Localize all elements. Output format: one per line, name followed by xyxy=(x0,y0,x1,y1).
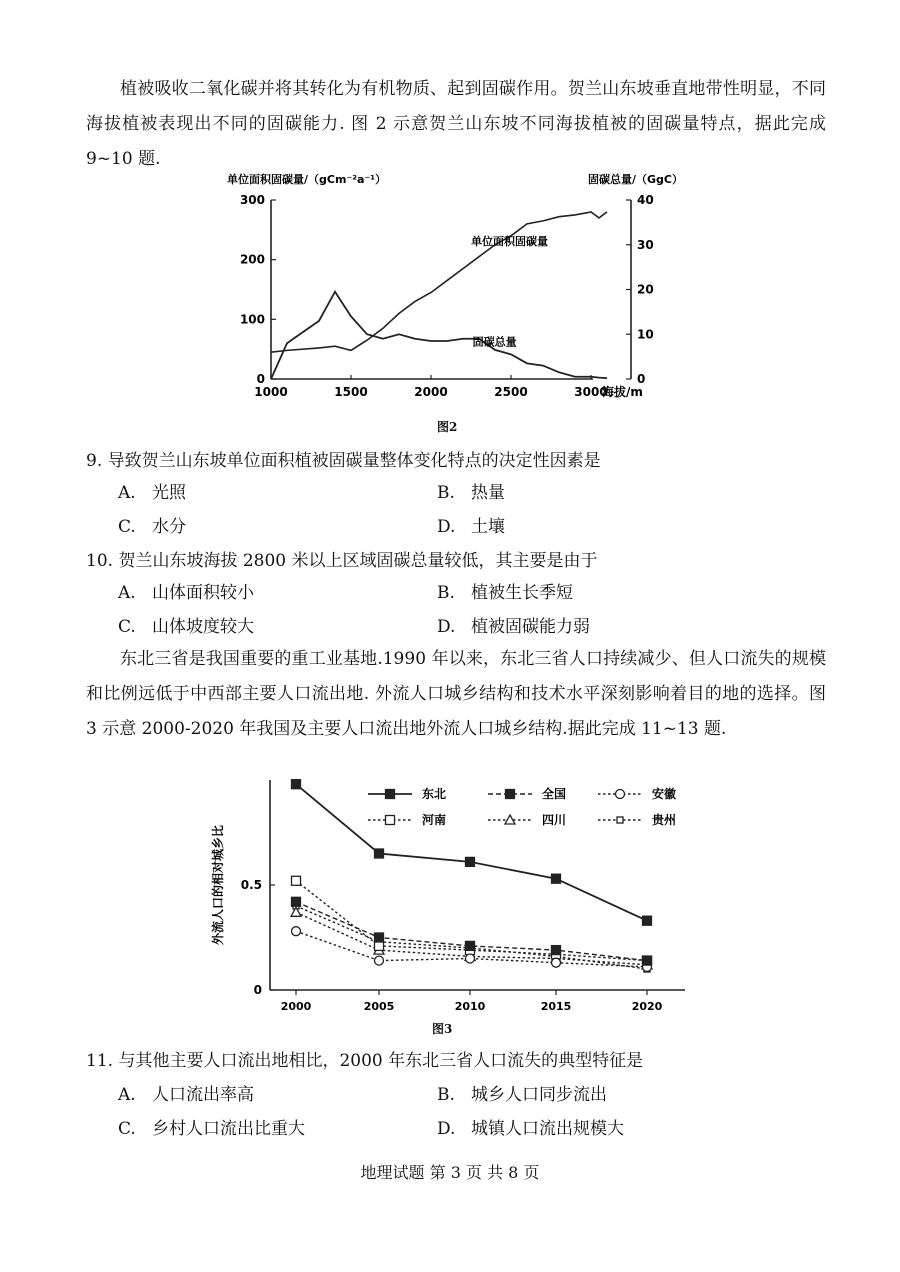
data-point xyxy=(292,876,301,885)
x-tick-label: 2000 xyxy=(280,1000,312,1013)
series-0 xyxy=(292,780,652,926)
left-tick-label: 100 xyxy=(239,312,265,327)
data-point xyxy=(466,954,475,963)
y-tick-label: 0 xyxy=(253,983,262,997)
x-tick-label: 1000 xyxy=(254,385,288,399)
x-tick-label: 3000 xyxy=(574,385,608,399)
q10-option-c: C. 山体坡度较大 xyxy=(118,617,254,637)
figure-2-caption: 图2 xyxy=(437,420,458,434)
legend-label: 四川 xyxy=(542,813,567,827)
data-point xyxy=(466,857,475,866)
legend-marker xyxy=(617,817,623,823)
legend-item xyxy=(488,813,566,827)
legend-item xyxy=(598,786,676,801)
right-tick-label: 10 xyxy=(637,327,654,342)
x-tick-label: 2015 xyxy=(540,1000,572,1013)
legend-label: 安徽 xyxy=(652,787,677,801)
intro-paragraph-2: 东北三省是我国重要的重工业基地.1990 年以来，东北三省人口持续减少、但人口流失的规模和比例远低于中西部主要人口流出地. 外流人口城乡结构和技术水平深刻影响着目的地的选择。图 3 示意 2000-2020 年我国及主要人口流出地外流人口城乡结构.据此完成 11~13 题. xyxy=(86,649,826,739)
data-point xyxy=(466,941,475,950)
legend-label: 河南 xyxy=(422,813,447,827)
x-tick-label: 2500 xyxy=(494,385,528,399)
data-point xyxy=(292,780,301,789)
x-tick-label: 2005 xyxy=(363,1000,395,1013)
q11-option-d: D. 城镇人口流出规模大 xyxy=(437,1119,624,1139)
q11-option-c: C. 乡村人口流出比重大 xyxy=(118,1119,305,1139)
series-line-per-area-carbon xyxy=(271,212,607,352)
data-point xyxy=(375,849,384,858)
legend-label: 贵州 xyxy=(652,813,677,827)
series-line-total-carbon xyxy=(271,292,607,379)
q11-option-a: A. 人口流出率高 xyxy=(118,1085,254,1105)
series-line xyxy=(296,784,647,921)
data-point xyxy=(292,897,301,906)
q10-option-d: D. 植被固碳能力弱 xyxy=(437,617,590,637)
right-tick-label: 30 xyxy=(637,237,654,252)
left-tick-label: 0 xyxy=(256,372,265,386)
intro-paragraph-1: 植被吸收二氧化碳并将其转化为有机物质、起到固碳作用。贺兰山东坡垂直地带性明显，不同海拔植被表现出不同的固碳能力. 图 2 示意贺兰山东坡不同海拔植被的固碳量特点，据此完成 9~10 题. xyxy=(86,79,826,169)
question-10-stem: 10. 贺兰山东坡海拔 2800 米以上区域固碳总量较低，其主要是由于 xyxy=(86,551,598,571)
data-point xyxy=(643,916,652,925)
y-tick-label: 0.5 xyxy=(240,878,262,892)
legend-marker xyxy=(616,790,625,799)
figure-3-caption: 图3 xyxy=(432,1022,453,1036)
q11-option-b: B. 城乡人口同步流出 xyxy=(437,1085,607,1105)
q9-option-c: C. 水分 xyxy=(118,517,186,537)
y-axis-title: 外流人口的相对城乡比 xyxy=(211,824,225,946)
q9-option-b: B. 热量 xyxy=(437,483,505,503)
legend-item xyxy=(488,786,566,801)
x-axis-unit: 海拔/m xyxy=(602,385,643,399)
q9-option-d: D. 土壤 xyxy=(437,517,505,537)
data-point xyxy=(375,933,384,942)
right-tick-label: 20 xyxy=(637,282,654,297)
data-point xyxy=(552,874,561,883)
data-point xyxy=(552,958,561,967)
data-point xyxy=(552,946,561,955)
data-point xyxy=(375,956,384,965)
legend-marker xyxy=(386,816,395,825)
legend-item xyxy=(598,812,676,827)
page-footer: 地理试题 第 3 页 共 8 页 xyxy=(360,1163,540,1182)
question-9-stem: 9. 导致贺兰山东坡单位面积植被固碳量整体变化特点的决定性因素是 xyxy=(86,451,601,471)
right-axis-title: 固碳总量/（GgC） xyxy=(588,173,683,186)
legend-item xyxy=(368,786,446,801)
x-tick-label: 1500 xyxy=(334,385,368,399)
data-point xyxy=(292,927,301,936)
x-tick-label: 2000 xyxy=(414,385,448,399)
legend-label: 东北 xyxy=(422,787,447,801)
q10-option-b: B. 植被生长季短 xyxy=(437,583,573,603)
left-tick-label: 200 xyxy=(239,252,265,267)
legend-item xyxy=(368,812,446,827)
left-tick-label: 300 xyxy=(239,193,265,207)
series-3 xyxy=(292,876,652,965)
left-axis-title: 单位面积固碳量/（gCm⁻²a⁻¹） xyxy=(227,173,387,186)
q10-option-a: A. 山体面积较小 xyxy=(118,583,254,603)
right-tick-label: 0 xyxy=(637,372,646,386)
q9-option-a: A. 光照 xyxy=(118,483,186,503)
right-tick-label: 40 xyxy=(637,193,654,207)
figure-3-chart xyxy=(200,768,700,1016)
legend-marker xyxy=(506,790,515,799)
x-tick-label: 2020 xyxy=(631,1000,663,1013)
question-11-stem: 11. 与其他主要人口流出地相比，2000 年东北三省人口流失的典型特征是 xyxy=(86,1051,644,1071)
data-point xyxy=(643,956,652,965)
data-point xyxy=(375,941,384,950)
legend-marker xyxy=(386,790,395,799)
x-tick-label: 2010 xyxy=(454,1000,486,1013)
figure-2-chart xyxy=(225,168,685,408)
series-label-per-area: 单位面积固碳量 xyxy=(471,234,548,248)
legend-label: 全国 xyxy=(542,787,567,801)
series-label-total: 固碳总量 xyxy=(472,335,517,349)
